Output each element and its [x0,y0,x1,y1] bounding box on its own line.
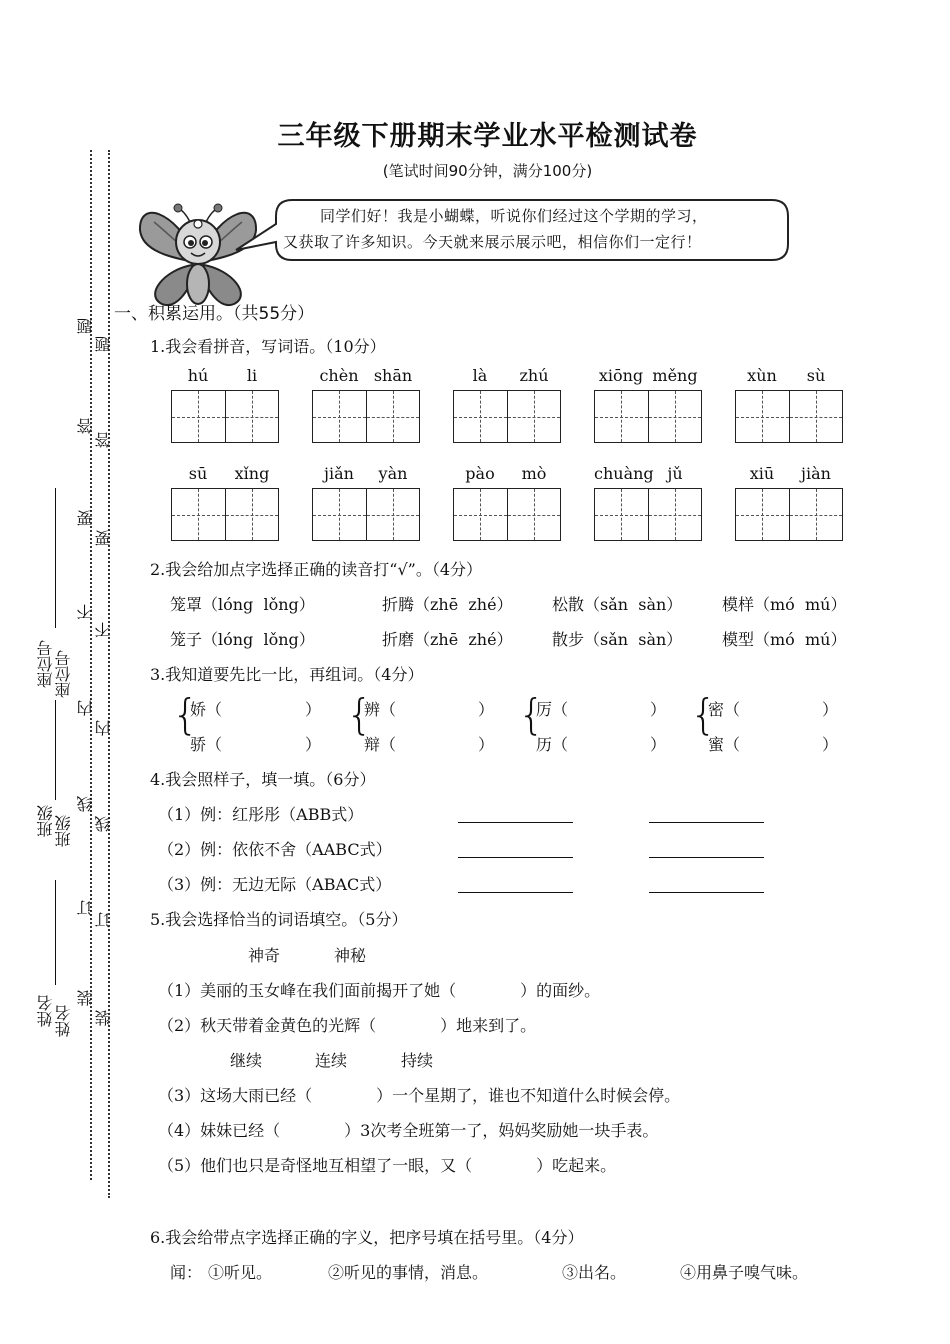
q6-option: ④用鼻子嗅气味。 [680,1263,809,1282]
q3-brace: { [518,690,545,739]
seat-number-line [55,488,57,628]
binding-dotted-line-inner [108,150,110,1198]
name-label: 姓名 [36,995,55,1027]
q3-char: 娇（ [190,700,223,719]
pinyin-syllable: xiōng [598,366,644,385]
pinyin-label [593,366,703,385]
q3-close: ） [305,700,322,719]
q1-prompt: 1.我会看拼音，写词语。（10分） [150,337,386,356]
pinyin-label [734,464,844,483]
writing-grid-cell[interactable] [454,391,508,442]
writing-grid-cell[interactable] [226,489,279,540]
pinyin-syllable: chèn [319,366,359,385]
binding-char-bu: 不 [76,604,95,620]
writing-grid-cell[interactable] [367,391,420,442]
q4-answer-blank[interactable] [649,856,764,858]
q3-char: 辨（ [364,700,397,719]
q4-item: （1）例：红彤彤（ABB式） [158,805,364,824]
pinyin-syllable: jǔ [667,464,683,483]
binding-char-zhuang-2: 装 [94,1010,113,1026]
q5-word: 持续 [401,1051,434,1070]
q3-char: 骄（ [190,735,223,754]
q6-char: 闻： [170,1263,203,1282]
writing-grid-box[interactable] [171,488,279,541]
page-title: 三年级下册期末学业水平检测试卷 [277,121,698,152]
q3-char: 辩（ [364,735,397,754]
q4-answer-blank[interactable] [458,891,573,893]
writing-grid-box[interactable] [594,390,702,443]
q4-answer-blank[interactable] [458,856,573,858]
writing-grid-box[interactable] [735,390,843,443]
binding-char-nei: 内 [76,700,95,716]
pinyin-syllable: xùn [747,366,777,385]
pinyin-syllable: li [246,366,258,385]
q2-item: 模样（mó mú） [722,595,847,614]
q5-sentence-1: （1）美丽的玉女峰在我们面前揭开了她（ ）的面纱。 [158,981,601,1000]
pinyin-label [170,366,280,385]
pinyin-syllable: měng [652,366,698,385]
q3-char: 蜜（ [708,735,741,754]
writing-grid-box[interactable] [312,488,420,541]
writing-grid-box[interactable] [594,488,702,541]
class-label: 班级 [36,805,55,837]
writing-grid-cell[interactable] [313,391,367,442]
q3-close: ） [478,735,495,754]
binding-char-yao: 要 [76,510,95,526]
class-line [55,700,57,800]
writing-grid-cell[interactable] [595,489,649,540]
seat-number-label-shadow: 座位号 [54,650,73,698]
q5-sentence-5: （5）他们也只是奇怪地互相望了一眼，又（ ）吃起来。 [158,1156,617,1175]
pinyin-syllable: shān [373,366,413,385]
pinyin-syllable: xiū [749,464,775,483]
writing-grid-cell[interactable] [226,391,279,442]
writing-grid-box[interactable] [453,390,561,443]
q6-option: ②听见的事情，消息。 [328,1263,489,1282]
q4-prompt: 4.我会照样子，填一填。（6分） [150,770,376,789]
q3-close: ） [650,700,667,719]
q5-word: 神秘 [334,946,367,965]
pinyin-syllable: hú [187,366,209,385]
pinyin-syllable: sù [806,366,826,385]
pinyin-syllable: jiǎn [324,464,354,483]
writing-grid-cell[interactable] [790,391,843,442]
writing-grid-cell[interactable] [172,489,226,540]
q3-close: ） [650,735,667,754]
q6-option: ①听见。 [208,1263,273,1282]
binding-char-yao-2: 要 [94,530,113,546]
pinyin-label [311,464,421,483]
q3-close: ） [822,735,839,754]
name-line [55,880,57,985]
binding-char-zhuang: 装 [76,990,95,1006]
q3-brace: { [690,690,717,739]
pinyin-label [170,464,280,483]
seat-number-label: 座位号 [36,640,55,688]
pinyin-label [311,366,421,385]
section-1-title: 一、积累运用。（共55分） [114,304,315,324]
binding-char-bu-2: 不 [94,622,113,638]
class-label-shadow: 班级 [54,815,73,847]
writing-grid-cell[interactable] [736,489,790,540]
q3-char: 密（ [708,700,741,719]
writing-grid-box[interactable] [453,488,561,541]
q6-prompt: 6.我会给带点字选择正确的字义，把序号填在括号里。（4分） [150,1228,584,1247]
q3-char: 厉（ [536,700,569,719]
q2-item: 散步（sǎn sàn） [552,630,683,649]
pinyin-syllable: yàn [378,464,408,483]
pinyin-syllable: sū [188,464,208,483]
q2-item: 模型（mó mú） [722,630,847,649]
writing-grid-cell[interactable] [508,391,561,442]
pinyin-syllable: xǐng [234,464,270,483]
binding-char-da-2: 答 [94,432,113,448]
writing-grid-cell[interactable] [454,489,508,540]
binding-char-xian: 线 [76,796,95,812]
binding-char-ti-2: 题 [94,336,113,352]
pinyin-syllable: là [472,366,488,385]
q4-item: （2）例：依依不舍（AABC式） [158,840,392,859]
page-subtitle: (笔试时间90分钟，满分100分) [382,162,593,180]
pinyin-syllable: chuàng [594,464,654,483]
writing-grid-cell[interactable] [736,391,790,442]
binding-char-ding: 订 [76,900,95,916]
pinyin-syllable: zhú [519,366,549,385]
pinyin-label [593,464,703,483]
q4-answer-blank[interactable] [649,821,764,823]
pinyin-label [452,366,562,385]
q5-word: 神奇 [248,946,281,965]
writing-grid-cell[interactable] [367,489,420,540]
binding-char-nei-2: 内 [94,720,113,736]
q2-item: 折腾（zhē zhé） [382,595,513,614]
q3-brace: { [346,690,373,739]
q3-brace: { [172,690,199,739]
q3-close: ） [478,700,495,719]
bubble-line-2: 又获取了许多知识。今天就来展示展示吧，相信你们一定行！ [283,233,702,251]
q5-sentence-3: （3）这场大雨已经（ ）一个星期了，谁也不知道什么时候会停。 [158,1086,681,1105]
q5-word: 连续 [315,1051,348,1070]
q2-prompt: 2.我会给加点字选择正确的读音打“√”。（4分） [150,560,483,579]
writing-grid-box[interactable] [735,488,843,541]
q5-sentence-2: （2）秋天带着金黄色的光辉（ ）地来到了。 [158,1016,537,1035]
binding-char-ti: 题 [76,318,95,334]
q4-answer-blank[interactable] [649,891,764,893]
writing-grid-cell[interactable] [508,489,561,540]
pinyin-syllable: jiàn [801,464,831,483]
writing-grid-cell[interactable] [649,391,702,442]
writing-grid-cell[interactable] [649,489,702,540]
writing-grid-box[interactable] [312,390,420,443]
pinyin-syllable: pào [465,464,495,483]
q4-answer-blank[interactable] [458,821,573,823]
q2-item: 松散（sǎn sàn） [552,595,683,614]
q4-item: （3）例：无边无际（ABAC式） [158,875,392,894]
pinyin-label [734,366,844,385]
q5-word: 继续 [230,1051,263,1070]
binding-char-xian-2: 线 [94,816,113,832]
q5-prompt: 5.我会选择恰当的词语填空。（5分） [150,910,408,929]
q3-char: 历（ [536,735,569,754]
pinyin-label [452,464,562,483]
q3-prompt: 3.我知道要先比一比，再组词。（4分） [150,665,424,684]
binding-char-ding-2: 订 [94,912,113,928]
q5-sentence-4: （4）妹妹已经（ ）3次考全班第一了，妈妈奖励她一块手表。 [158,1121,659,1140]
writing-grid-cell[interactable] [790,489,843,540]
q2-item: 折磨（zhē zhé） [382,630,513,649]
pinyin-syllable: mò [521,464,547,483]
writing-grid-cell[interactable] [313,489,367,540]
writing-grid-cell[interactable] [172,391,226,442]
q3-close: ） [822,700,839,719]
writing-grid-box[interactable] [171,390,279,443]
bubble-line-1: 同学们好！我是小蝴蝶，听说你们经过这个学期的学习， [320,207,708,225]
q6-option: ③出名。 [562,1263,627,1282]
q3-close: ） [305,735,322,754]
q2-item: 笼罩（lóng lǒng） [170,595,315,614]
binding-char-da: 答 [76,418,95,434]
name-label-shadow: 姓名 [54,1005,73,1037]
q2-item: 笼子（lóng lǒng） [170,630,315,649]
writing-grid-cell[interactable] [595,391,649,442]
